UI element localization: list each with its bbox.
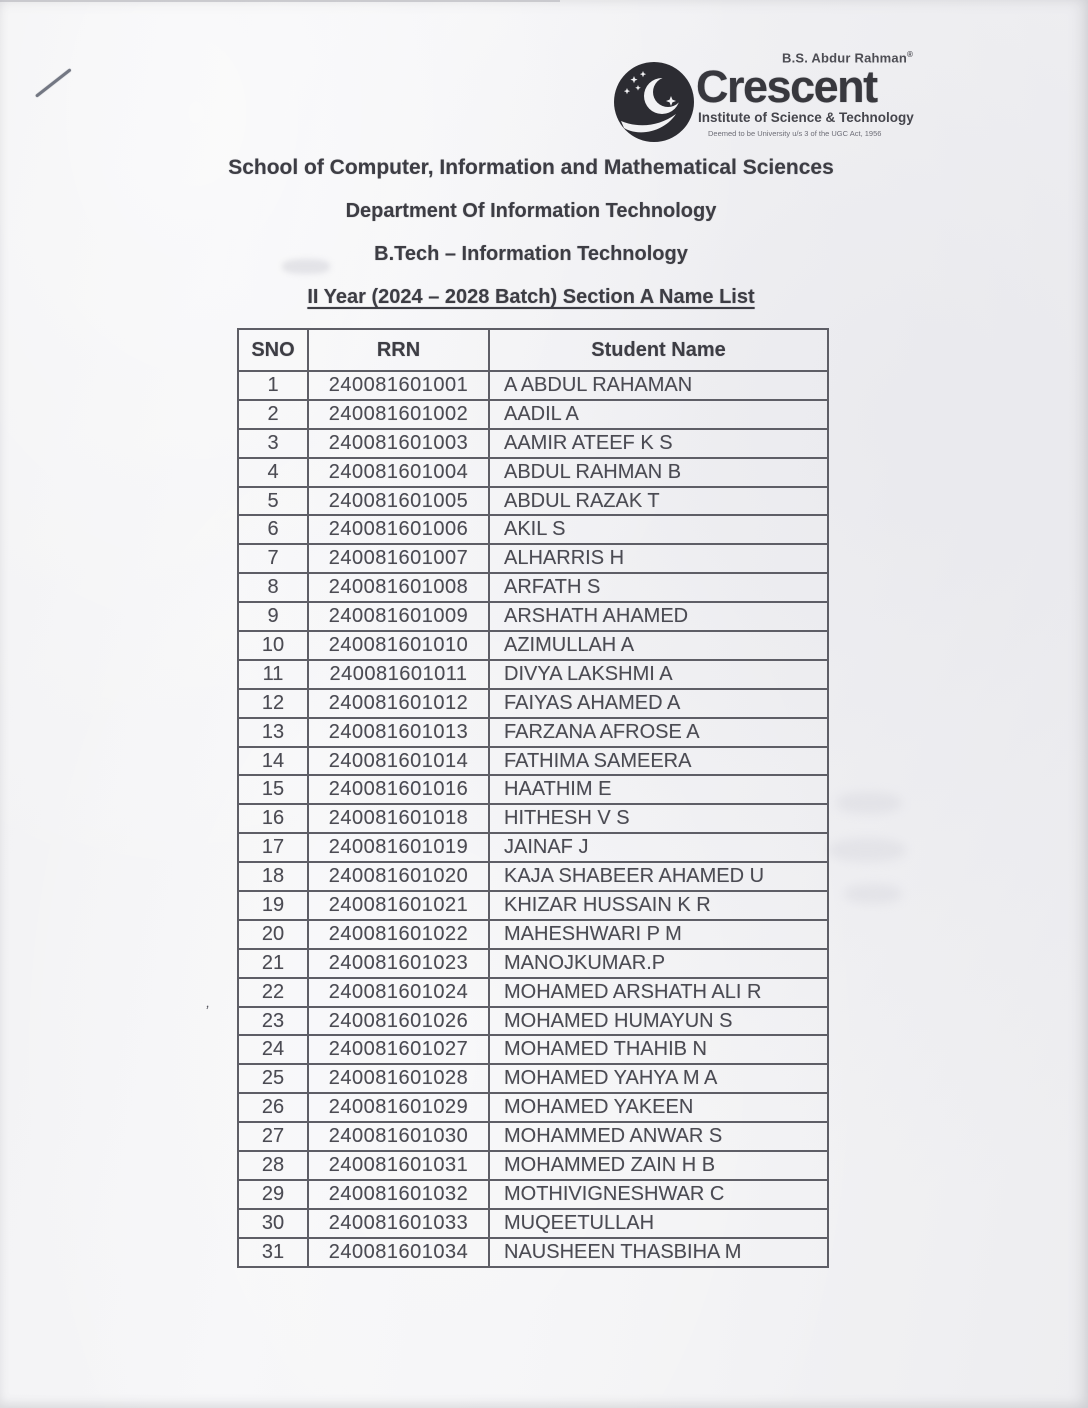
sno-cell: 22 [238, 978, 308, 1007]
sno-cell: 3 [238, 429, 308, 458]
sno-cell: 21 [238, 949, 308, 978]
rrn-cell: 240081601022 [308, 920, 489, 949]
logo-brand-name: Crescent [696, 61, 877, 112]
table-row [238, 891, 828, 920]
rrn-cell: 240081601007 [308, 544, 489, 573]
student-name-cell: MUQEETULLAH [489, 1209, 828, 1238]
student-name-cell: MOHAMED HUMAYUN S [489, 1007, 828, 1036]
sno-cell: 8 [238, 573, 308, 602]
table-row [238, 1209, 828, 1238]
student-table-body [238, 371, 828, 1267]
table-row [238, 1007, 828, 1036]
rrn-cell: 240081601009 [308, 602, 489, 631]
rrn-cell: 240081601005 [308, 487, 489, 516]
sno-cell: 28 [238, 1151, 308, 1180]
sno-cell: 24 [238, 1035, 308, 1064]
table-row [238, 371, 828, 400]
sno-cell: 27 [238, 1122, 308, 1151]
rrn-cell: 240081601012 [308, 689, 489, 718]
sno-cell: 14 [238, 747, 308, 776]
pen-dot: ’ [203, 1002, 210, 1021]
sno-cell: 11 [238, 660, 308, 689]
sno-cell: 19 [238, 891, 308, 920]
rrn-cell: 240081601029 [308, 1093, 489, 1122]
rrn-cell: 240081601010 [308, 631, 489, 660]
student-name-cell: HAATHIM E [489, 775, 828, 804]
table-row [238, 804, 828, 833]
rrn-cell: 240081601003 [308, 429, 489, 458]
student-name-cell: MOTHIVIGNESHWAR C [489, 1180, 828, 1209]
rrn-cell: 240081601004 [308, 458, 489, 487]
table-row [238, 747, 828, 776]
table-row [238, 862, 828, 891]
sno-cell: 26 [238, 1093, 308, 1122]
sno-cell: 18 [238, 862, 308, 891]
table-row [238, 631, 828, 660]
sno-cell: 12 [238, 689, 308, 718]
table-row [238, 573, 828, 602]
rrn-cell: 240081601033 [308, 1209, 489, 1238]
student-name-cell: MOHAMMED ZAIN H B [489, 1151, 828, 1180]
student-name-cell: MOHAMED THAHIB N [489, 1035, 828, 1064]
sno-cell: 2 [238, 400, 308, 429]
sno-cell: 30 [238, 1209, 308, 1238]
table-row [238, 487, 828, 516]
logo-owner-name: B.S. Abdur Rahman® [782, 50, 914, 66]
sno-cell: 10 [238, 631, 308, 660]
rrn-cell: 240081601028 [308, 1064, 489, 1093]
student-name-cell: JAINAF J [489, 833, 828, 862]
sno-cell: 31 [238, 1238, 308, 1267]
rrn-cell: 240081601019 [308, 833, 489, 862]
table-row [238, 689, 828, 718]
student-name-cell: MOHAMED YAKEEN [489, 1093, 828, 1122]
student-name-cell: AKIL S [489, 515, 828, 544]
table-row [238, 429, 828, 458]
student-name-cell: NAUSHEEN THASBIHA M [489, 1238, 828, 1267]
rrn-cell: 240081601021 [308, 891, 489, 920]
scan-ghosting [844, 884, 902, 904]
student-name-cell: FAIYAS AHAMED A [489, 689, 828, 718]
logo-institute-line: Institute of Science & Technology [698, 110, 914, 125]
sno-cell: 9 [238, 602, 308, 631]
sno-cell: 5 [238, 487, 308, 516]
sno-cell: 16 [238, 804, 308, 833]
student-name-cell: MAHESHWARI P M [489, 920, 828, 949]
student-name-cell: MOHAMED YAHYA M A [489, 1064, 828, 1093]
crescent-moon-icon [612, 60, 696, 144]
table-row [238, 1151, 828, 1180]
student-name-cell: MOHAMMED ANWAR S [489, 1122, 828, 1151]
student-name-cell: DIVYA LAKSHMI A [489, 660, 828, 689]
table-row [238, 718, 828, 747]
rrn-cell: 240081601008 [308, 573, 489, 602]
table-row [238, 1093, 828, 1122]
list-title-heading: II Year (2024 – 2028 Batch) Section A Name List [307, 286, 755, 308]
sno-cell: 23 [238, 1007, 308, 1036]
table-header-row [238, 329, 828, 371]
table-row [238, 1180, 828, 1209]
student-name-cell: ABDUL RAHMAN B [489, 458, 828, 487]
table-row [238, 458, 828, 487]
rrn-cell: 240081601002 [308, 400, 489, 429]
student-name-cell: FARZANA AFROSE A [489, 718, 828, 747]
table-row [238, 602, 828, 631]
rrn-cell: 240081601014 [308, 747, 489, 776]
scan-ghosting [828, 838, 906, 862]
student-name-cell: HITHESH V S [489, 804, 828, 833]
department-heading: Department Of Information Technology [345, 200, 717, 222]
school-heading: School of Computer, Information and Mathematical Sciences [228, 156, 834, 179]
student-name-cell: ARFATH S [489, 573, 828, 602]
table-row [238, 1238, 828, 1267]
sno-cell: 4 [238, 458, 308, 487]
rrn-cell: 240081601020 [308, 862, 489, 891]
rrn-cell: 240081601032 [308, 1180, 489, 1209]
student-name-cell: ABDUL RAZAK T [489, 487, 828, 516]
table-row [238, 949, 828, 978]
table-row [238, 660, 828, 689]
student-name-cell: KHIZAR HUSSAIN K R [489, 891, 828, 920]
student-name-cell: A ABDUL RAHAMAN [489, 371, 828, 400]
student-name-cell: ALHARRIS H [489, 544, 828, 573]
sno-cell: 29 [238, 1180, 308, 1209]
sno-cell: 20 [238, 920, 308, 949]
table-row [238, 1064, 828, 1093]
student-name-cell: MANOJKUMAR.P [489, 949, 828, 978]
table-row [238, 920, 828, 949]
student-name-cell: AADIL A [489, 400, 828, 429]
rrn-cell: 240081601023 [308, 949, 489, 978]
rrn-cell: 240081601016 [308, 775, 489, 804]
institute-logo [612, 48, 932, 152]
sno-cell: 25 [238, 1064, 308, 1093]
table-row [238, 544, 828, 573]
table-row [238, 978, 828, 1007]
table-row [238, 515, 828, 544]
sno-cell: 7 [238, 544, 308, 573]
table-row [238, 400, 828, 429]
student-name-cell: AAMIR ATEEF K S [489, 429, 828, 458]
table-row [238, 1035, 828, 1064]
student-name-cell: ARSHATH AHAMED [489, 602, 828, 631]
rrn-cell: 240081601018 [308, 804, 489, 833]
rrn-cell: 240081601026 [308, 1007, 489, 1036]
scan-edge-line [0, 0, 560, 2]
registered-trademark-icon: ® [906, 50, 914, 59]
rrn-cell: 240081601011 [308, 660, 489, 689]
sno-cell: 15 [238, 775, 308, 804]
scan-ghosting [836, 792, 902, 814]
rrn-cell: 240081601024 [308, 978, 489, 1007]
student-name-cell: MOHAMED ARSHATH ALI R [489, 978, 828, 1007]
sno-column-header: SNO [238, 329, 308, 371]
table-row [238, 1122, 828, 1151]
rrn-cell: 240081601013 [308, 718, 489, 747]
student-name-list-table [237, 328, 829, 1268]
logo-tagline: Deemed to be University u/s 3 of the UGC Act, 1956 [708, 129, 882, 138]
table-row [238, 833, 828, 862]
rrn-cell: 240081601031 [308, 1151, 489, 1180]
sno-cell: 1 [238, 371, 308, 400]
pen-mark [35, 68, 72, 97]
sno-cell: 6 [238, 515, 308, 544]
student-name-cell: KAJA SHABEER AHAMED U [489, 862, 828, 891]
student-name-cell: AZIMULLAH A [489, 631, 828, 660]
student-name-cell: FATHIMA SAMEERA [489, 747, 828, 776]
student-name-column-header: Student Name [489, 329, 828, 371]
table-row [238, 775, 828, 804]
rrn-column-header: RRN [308, 329, 489, 371]
sno-cell: 13 [238, 718, 308, 747]
rrn-cell: 240081601027 [308, 1035, 489, 1064]
rrn-cell: 240081601006 [308, 515, 489, 544]
rrn-cell: 240081601001 [308, 371, 489, 400]
rrn-cell: 240081601034 [308, 1238, 489, 1267]
sno-cell: 17 [238, 833, 308, 862]
program-heading: B.Tech – Information Technology [374, 243, 688, 265]
rrn-cell: 240081601030 [308, 1122, 489, 1151]
